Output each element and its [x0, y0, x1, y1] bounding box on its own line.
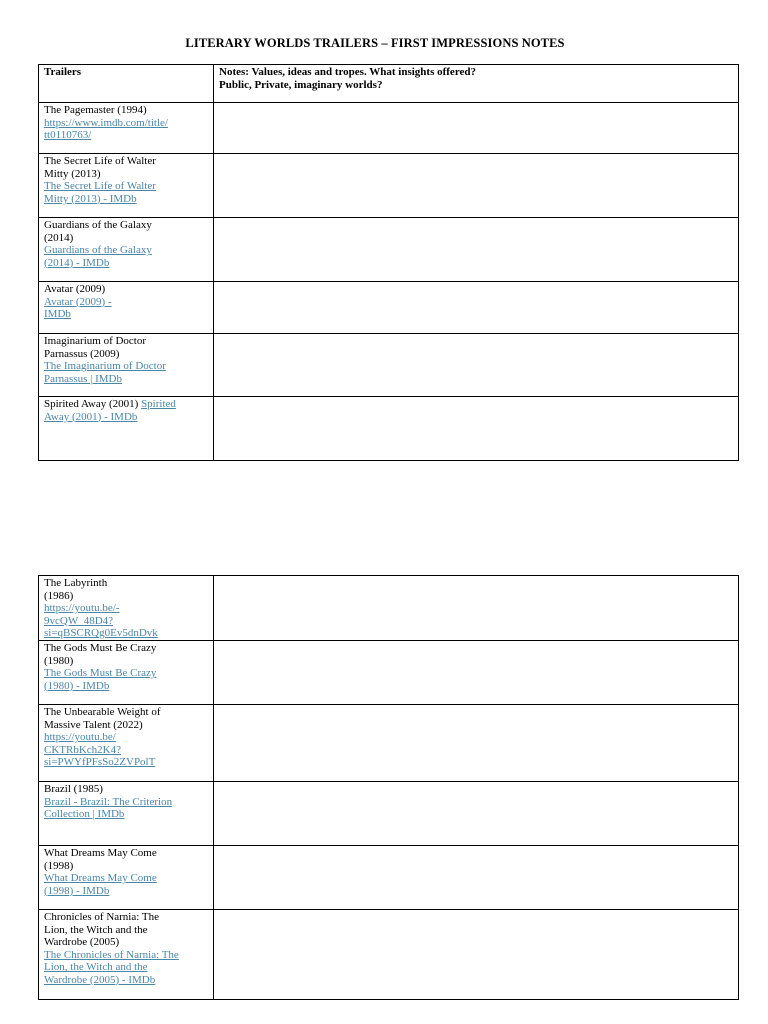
film-link[interactable]: https://youtu.be/- 9vcQW_48D4? si=qBSCRQg0Ev5dnDvk — [44, 602, 158, 640]
film-link[interactable]: Spirited Away (2001) - IMDb — [44, 398, 176, 423]
table-header-row — [39, 65, 739, 103]
trailer-cell — [39, 909, 214, 999]
table-row — [39, 640, 739, 704]
trailer-cell — [39, 218, 214, 282]
notes-cell[interactable] — [214, 781, 739, 845]
table-row — [39, 282, 739, 334]
notes-cell[interactable] — [214, 218, 739, 282]
table-row — [39, 334, 739, 397]
table-row — [39, 909, 739, 999]
notes-cell[interactable] — [214, 103, 739, 154]
table-row — [39, 397, 739, 461]
trailer-cell — [39, 781, 214, 845]
trailer-cell — [39, 640, 214, 704]
notes-cell[interactable] — [214, 845, 739, 909]
table-row — [39, 781, 739, 845]
film-link[interactable]: The Chronicles of Narnia: The Lion, the Witch and the Wardrobe (2005) - IMDb — [44, 948, 179, 986]
film-title: The Gods Must Be Crazy (1980) — [44, 641, 157, 667]
trailer-cell — [39, 282, 214, 334]
film-title: Avatar (2009) — [44, 283, 106, 295]
film-title: Guardians of the Galaxy (2014) — [44, 219, 152, 244]
trailer-cell — [39, 576, 214, 641]
trailer-cell — [39, 334, 214, 397]
notes-cell[interactable] — [214, 154, 739, 218]
notes-cell[interactable] — [214, 334, 739, 397]
header-trailers-label: Trailers — [44, 66, 82, 78]
film-title: What Dreams May Come (1998) — [44, 846, 157, 872]
film-link[interactable]: https://www.imdb.com/title/ tt0110763/ — [44, 116, 168, 142]
film-link[interactable]: Avatar (2009) - IMDb — [44, 295, 112, 321]
page-title: LITERARY WORLDS TRAILERS – FIRST IMPRESSIONS NOTES — [185, 36, 565, 50]
film-title: The Labyrinth (1986) — [44, 577, 108, 602]
trailer-cell — [39, 704, 214, 781]
notes-cell[interactable] — [214, 397, 739, 461]
header-notes-line-2: Public, Private, imaginary worlds? — [219, 78, 383, 91]
trailer-cell — [39, 103, 214, 154]
notes-cell[interactable] — [214, 704, 739, 781]
film-title: Chronicles of Narnia: The Lion, the Witch and the Wardrobe (2005) — [44, 910, 159, 949]
film-title: The Pagemaster (1994) — [44, 104, 147, 116]
notes-cell[interactable] — [214, 640, 739, 704]
film-link[interactable]: What Dreams May Come (1998) - IMDb — [44, 872, 157, 897]
film-link[interactable]: The Imaginarium of Doctor Parnassus | IMDb — [44, 360, 166, 385]
trailers-table-2 — [38, 575, 739, 1000]
film-title: The Secret Life of Walter Mitty (2013) — [44, 155, 156, 180]
table-row — [39, 154, 739, 218]
header-trailers — [39, 65, 214, 103]
header-notes — [214, 65, 739, 103]
trailer-cell — [39, 397, 214, 461]
table-row — [39, 103, 739, 154]
trailer-cell — [39, 845, 214, 909]
trailer-cell — [39, 154, 214, 218]
film-link[interactable]: Brazil - Brazil: The Criterion Collection | IMDb — [44, 795, 173, 821]
notes-cell[interactable] — [214, 282, 739, 334]
film-link[interactable]: Guardians of the Galaxy (2014) - IMDb — [44, 244, 152, 269]
trailers-table-1 — [38, 64, 739, 461]
film-link[interactable]: The Secret Life of Walter Mitty (2013) - IMDb — [44, 180, 156, 205]
table-row — [39, 218, 739, 282]
film-link[interactable]: The Gods Must Be Crazy (1980) - IMDb — [44, 667, 157, 692]
film-title: Brazil (1985) — [44, 782, 103, 795]
notes-cell[interactable] — [214, 909, 739, 999]
film-title: Imaginarium of Doctor Parnassus (2009) — [44, 335, 147, 360]
film-title: The Unbearable Weight of Massive Talent (2022) — [44, 705, 161, 731]
header-notes-line-1: Notes: Values, ideas and tropes. What insights offered? — [219, 66, 477, 78]
film-link[interactable]: https://youtu.be/ CKTRbKch2K4? si=PWYfPFsSo2ZVPolT — [44, 731, 156, 769]
film-title: Spirited Away (2001) — [44, 398, 139, 410]
notes-cell[interactable] — [214, 576, 739, 641]
table-row — [39, 845, 739, 909]
table-row — [39, 576, 739, 641]
table-row — [39, 704, 739, 781]
